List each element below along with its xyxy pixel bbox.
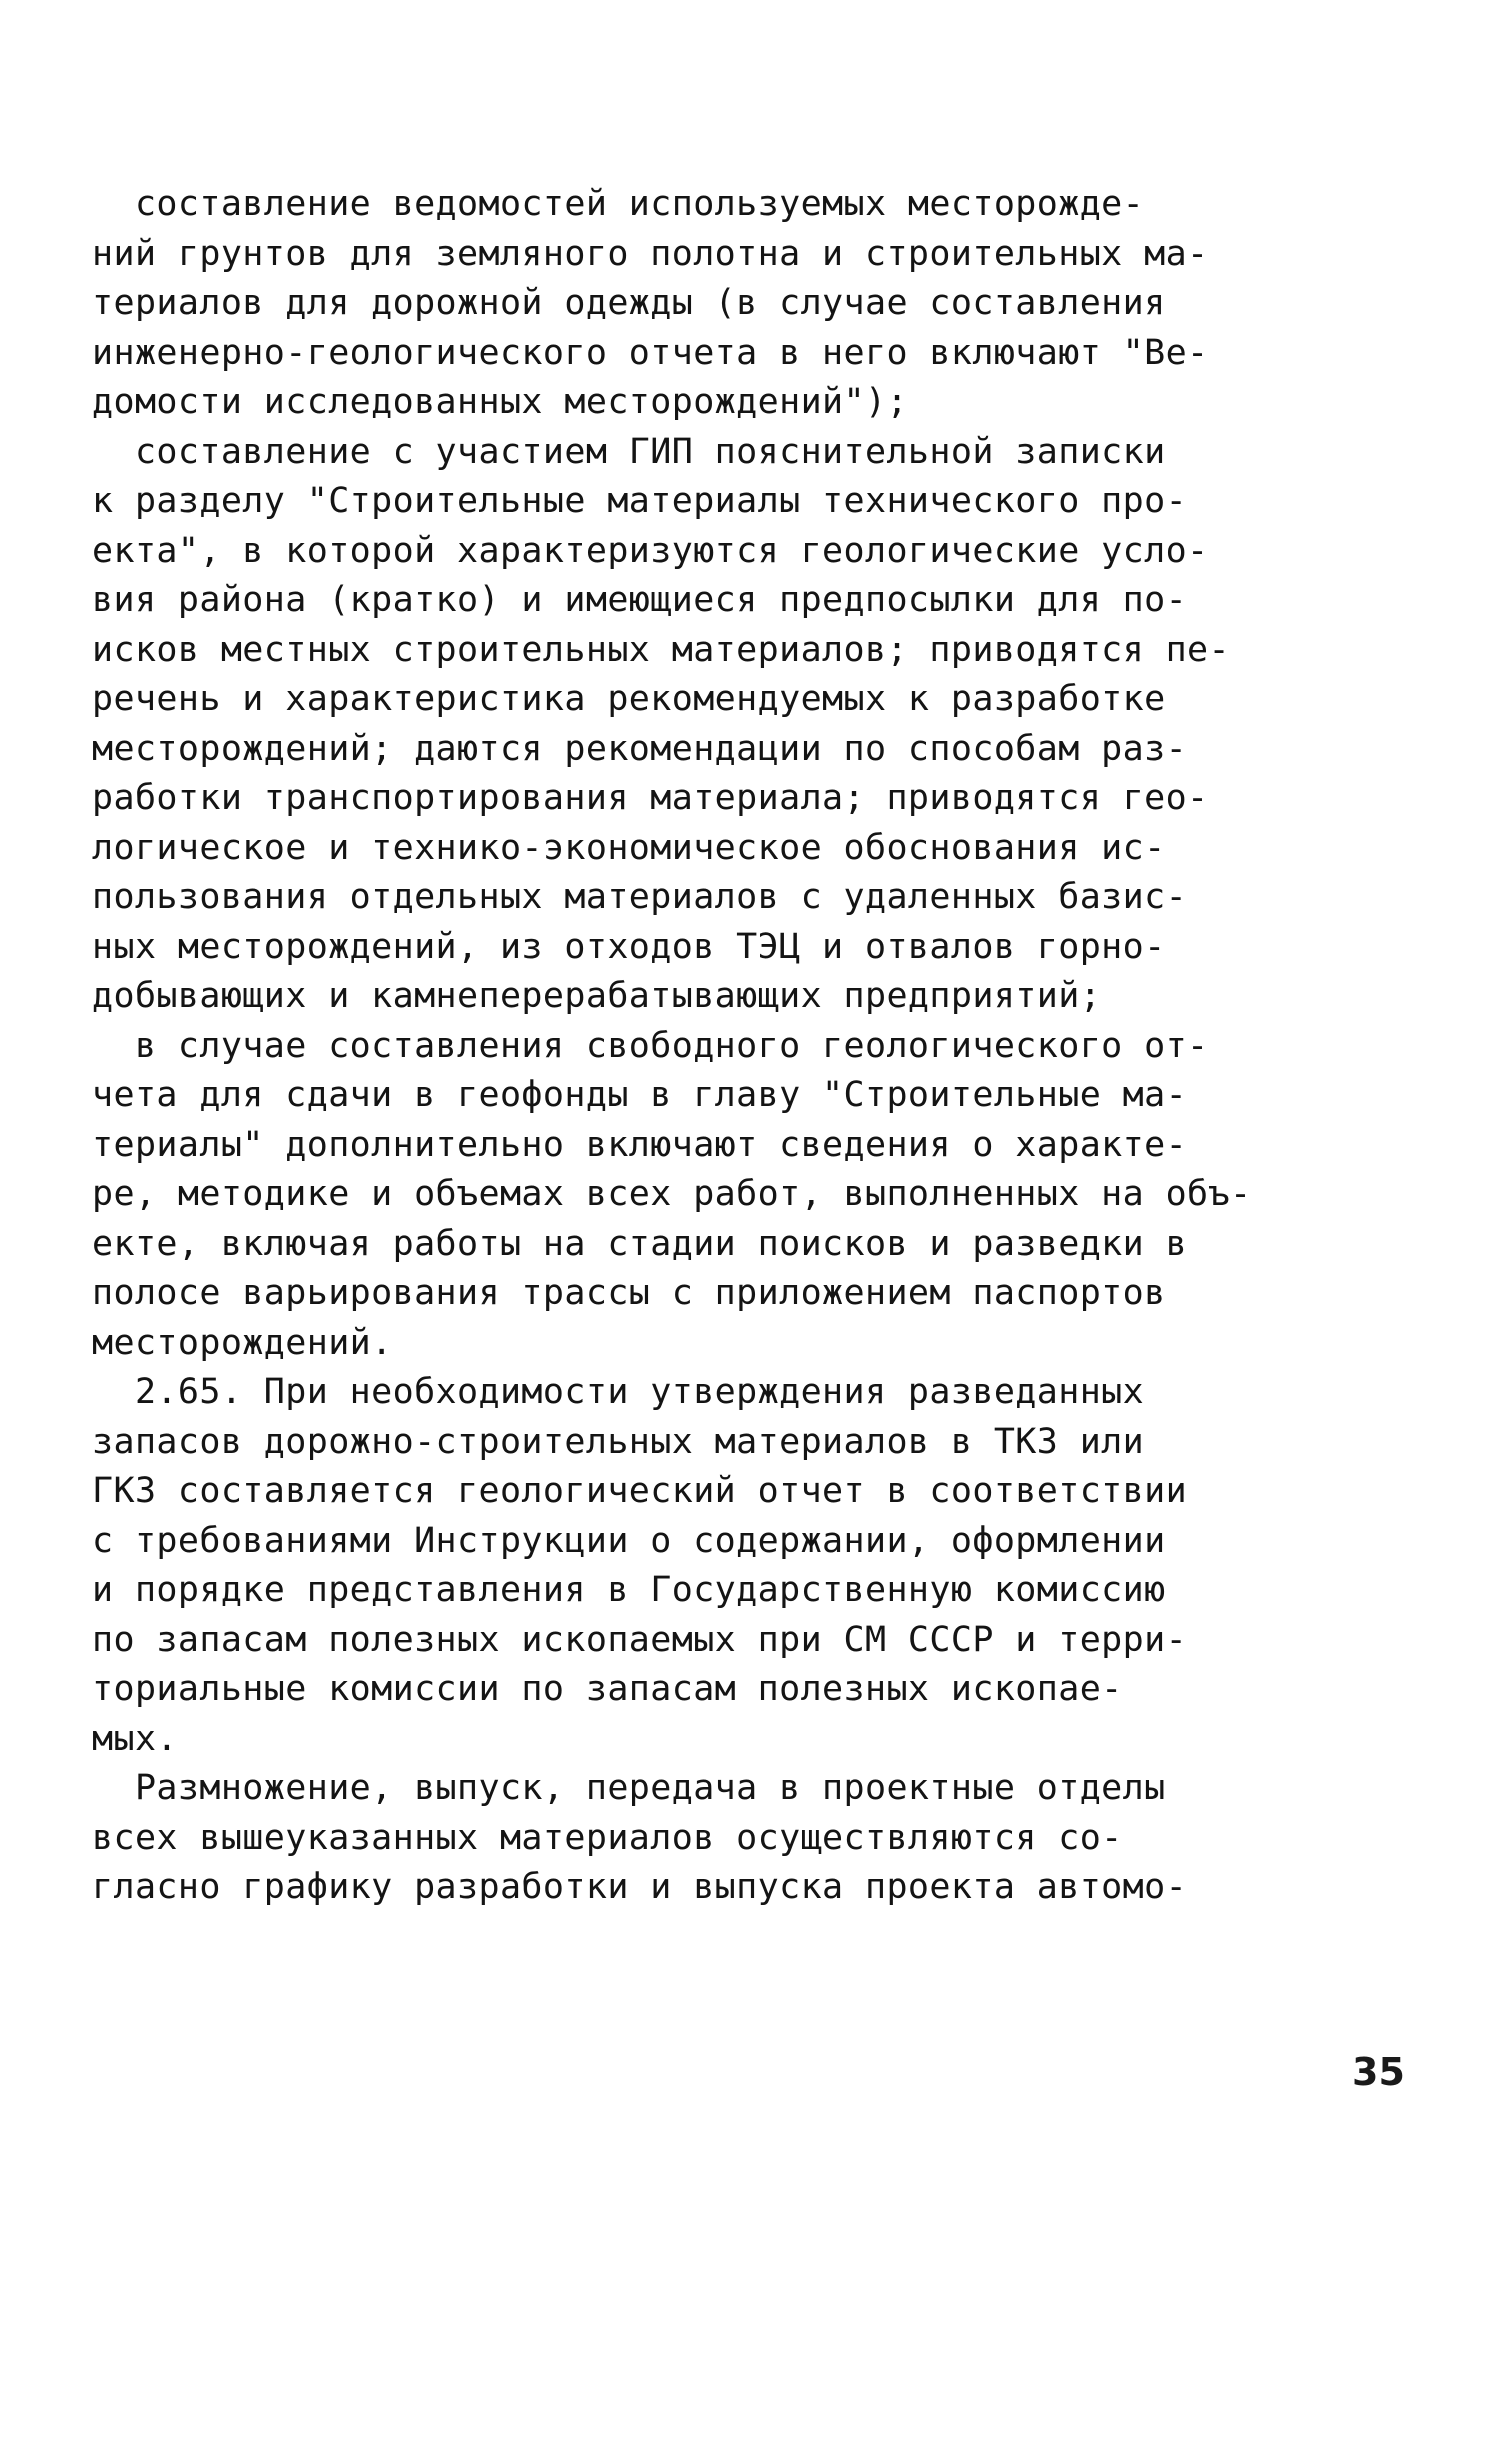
text-line: чета для сдачи в геофонды в главу "Строительные ма-: [92, 1075, 1188, 1115]
text-line: 2.65. При необходимости утверждения разведанных: [92, 1372, 1145, 1412]
text-line: териалов для дорожной одежды (в случае составления: [92, 283, 1166, 323]
text-line: с требованиями Инструкции о содержании, оформлении: [92, 1520, 1166, 1561]
text-line: к разделу "Строительные материалы технического про-: [92, 481, 1188, 521]
text-line: пользования отдельных материалов с удаленных базис-: [92, 877, 1188, 917]
body-text: [92, 180, 1382, 1913]
text-line: составление с участием ГИП пояснительной записки: [92, 431, 1166, 472]
text-line: ний грунтов для земляного полотна и строительных ма-: [92, 233, 1209, 274]
text-line: месторождений; даются рекомендации по способам раз-: [92, 728, 1188, 769]
text-line: запасов дорожно-строительных материалов в ТКЗ или: [92, 1421, 1145, 1462]
text-line: по запасам полезных ископаемых при СМ СССР и терри-: [92, 1619, 1188, 1660]
text-line: ториальные комиссии по запасам полезных ископае-: [92, 1669, 1123, 1709]
text-line: домости исследованных месторождений");: [92, 382, 908, 422]
text-line: ных месторождений, из отходов ТЭЦ и отвалов горно-: [92, 926, 1166, 967]
text-line: исков местных строительных материалов; приводятся пе-: [92, 629, 1231, 670]
text-line: работки транспортирования материала; приводятся гео-: [92, 778, 1209, 818]
text-line: инженерно-геологического отчета в него включают "Ве-: [92, 332, 1209, 373]
page-number: 35: [1352, 2050, 1405, 2094]
text-line: логическое и технико-экономическое обоснования ис-: [92, 827, 1166, 868]
text-line: ГКЗ составляется геологический отчет в соответствии: [92, 1471, 1188, 1511]
text-line: полосе варьирования трассы с приложением паспортов: [92, 1273, 1166, 1313]
text-line: гласно графику разработки и выпуска проекта автомо-: [92, 1867, 1188, 1907]
text-line: в случае составления свободного геологического от-: [92, 1025, 1209, 1066]
text-line: всех вышеуказанных материалов осуществляются со-: [92, 1817, 1123, 1858]
text-line: вия района (кратко) и имеющиеся предпосылки для по-: [92, 580, 1188, 620]
text-line: ре, методике и объемах всех работ, выполненных на объ-: [92, 1174, 1252, 1214]
text-line: месторождений.: [92, 1322, 393, 1363]
text-line: Размножение, выпуск, передача в проектные отделы: [92, 1768, 1166, 1808]
text-line: добывающих и камнеперерабатывающих предприятий;: [92, 976, 1102, 1016]
text-line: речень и характеристика рекомендуемых к разработке: [92, 679, 1166, 719]
text-line: составление ведомостей используемых месторожде-: [92, 184, 1145, 224]
text-line: териалы" дополнительно включают сведения о характе-: [92, 1124, 1188, 1165]
text-line: екта", в которой характеризуются геологические усло-: [92, 530, 1209, 571]
text-line: и порядке представления в Государственную комиссию: [92, 1570, 1166, 1610]
text-line: мых.: [92, 1718, 178, 1759]
text-line: екте, включая работы на стадии поисков и разведки в: [92, 1223, 1188, 1264]
